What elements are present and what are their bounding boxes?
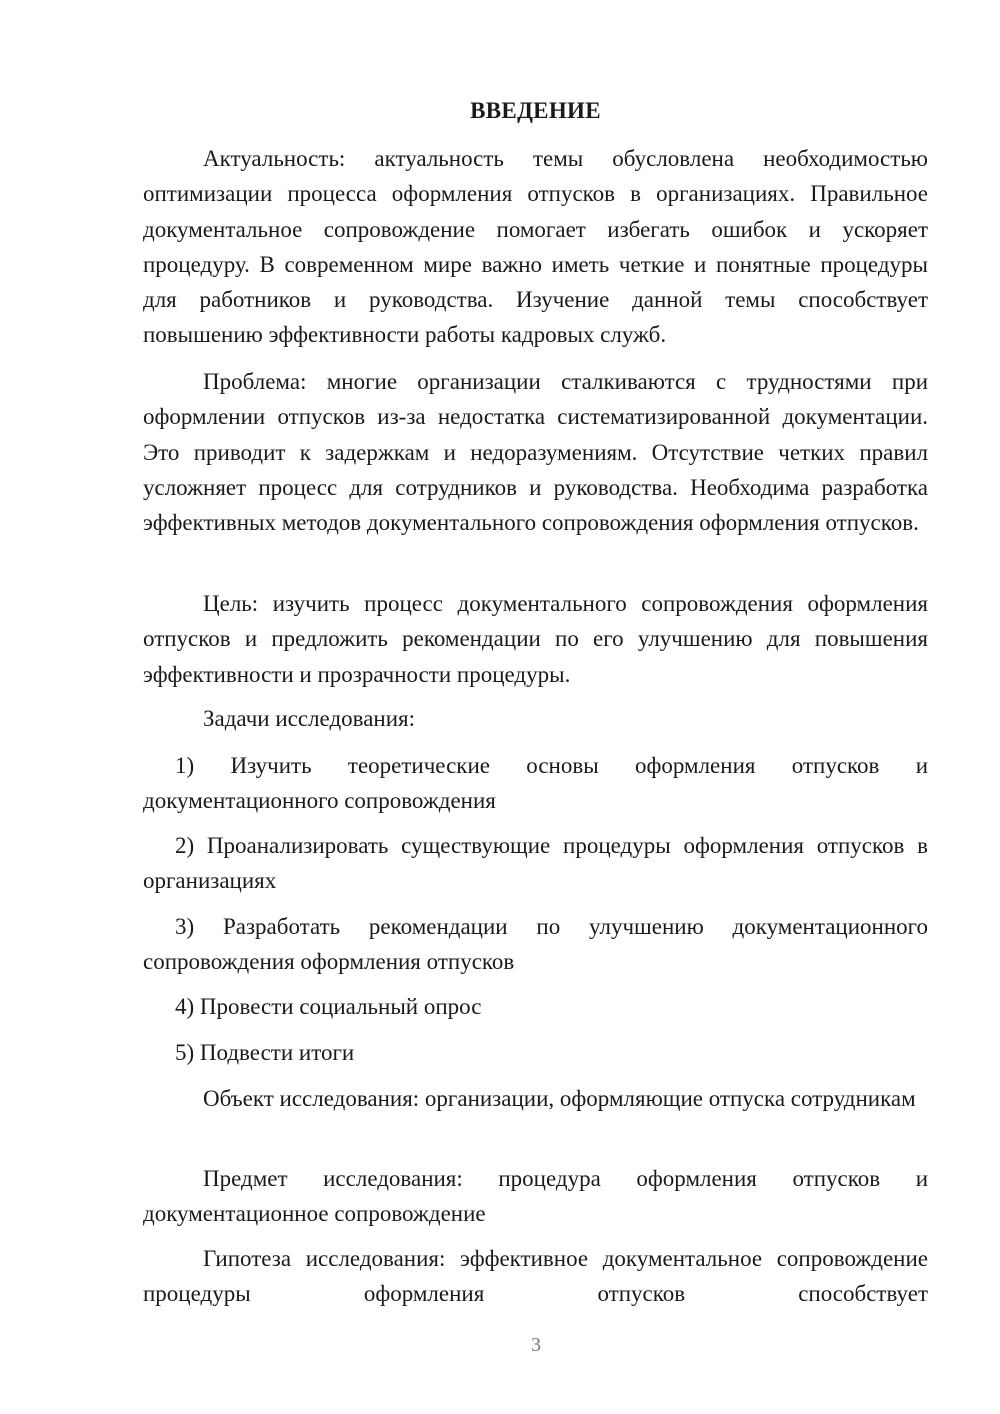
task-item-1: 1) Изучить теоретические основы оформления отпусков и документационного сопровождения xyxy=(143,753,928,814)
paragraph-subject: Предмет исследования: процедура оформления отпусков и документационное сопровождение xyxy=(143,1166,928,1227)
task-item-3: 3) Разработать рекомендации по улучшению документационного сопровождения оформления отпусков xyxy=(143,914,928,975)
page-number: 3 xyxy=(531,1334,541,1356)
task-item-2: 2) Проанализировать существующие процедуры оформления отпусков в организациях xyxy=(143,833,928,894)
task-item-4: 4) Провести социальный опрос xyxy=(175,994,482,1019)
paragraph-goal: Цель: изучить процесс документального сопровождения оформления отпусков и предложить рекомендации по его улучшению для повышения эффективности и прозрачности процедуры. xyxy=(143,591,928,687)
paragraph-problem: Проблема: многие организации сталкиваются с трудностями при оформлении отпусков из-за недостатка систематизированной документации. Это приводит к задержкам и недоразумениям. Отсутствие четких правил усложняет процесс для сотрудников и руководства. Необходима разработка эффективных методов документального сопровождения оформления отпусков. xyxy=(143,369,928,536)
page-title: ВВЕДЕНИЕ xyxy=(470,98,601,123)
paragraph-hypothesis: Гипотеза исследования: эффективное документальное сопровождение процедуры оформления отпусков способствует xyxy=(143,1246,928,1307)
tasks-heading: Задачи исследования: xyxy=(203,706,416,731)
paragraph-object: Объект исследования: организации, оформляющие отпуска сотрудникам xyxy=(203,1086,916,1111)
task-item-5: 5) Подвести итоги xyxy=(175,1040,355,1065)
paragraph-relevance: Актуальность: актуальность темы обусловлена необходимостью оптимизации процесса оформления отпусков в организациях. Правильное документальное сопровождение помогает избегать ошибок и ускоряет процедуру. В современном мире важно иметь четкие и понятные процедуры для работников и руководства. Изучение данной темы способствует повышению эффективности работы кадровых служб. xyxy=(143,146,928,348)
